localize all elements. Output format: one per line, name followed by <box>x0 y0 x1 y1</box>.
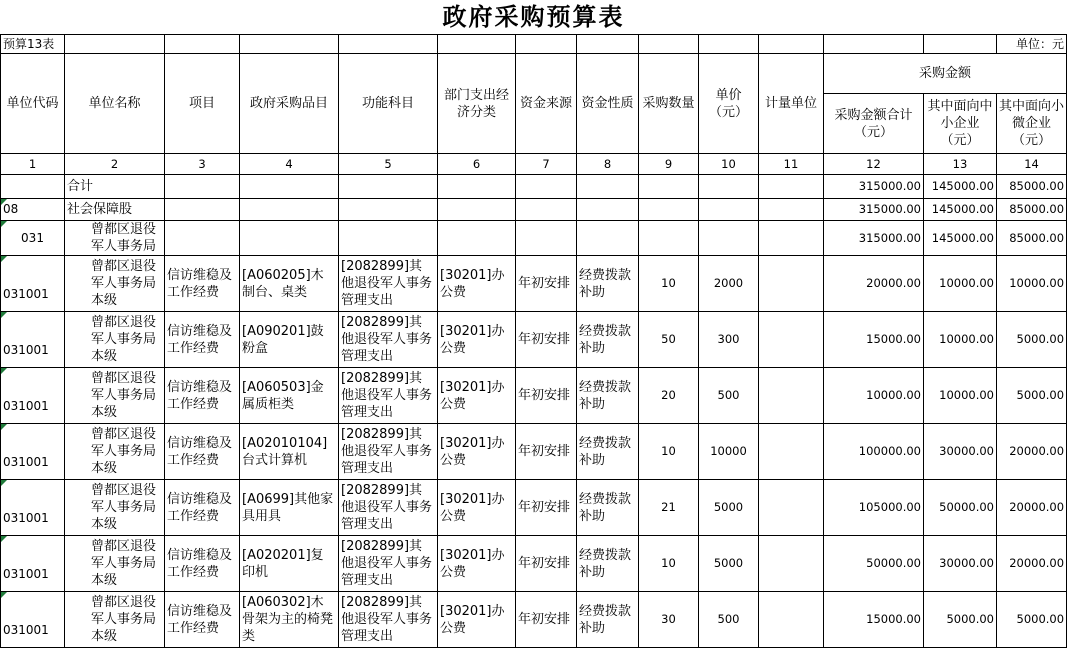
quantity-cell: 30 <box>639 592 699 648</box>
empty-cell <box>577 221 639 256</box>
empty-cell <box>165 199 240 221</box>
empty-cell <box>339 221 438 256</box>
fund-nature-cell: 经费拨款补助 <box>577 480 639 536</box>
amount-micro-cell: 85000.00 <box>997 199 1067 221</box>
amount-total-cell: 315000.00 <box>824 175 924 199</box>
item-cell: [A090201]鼓粉盒 <box>240 312 339 368</box>
unit-name-cell: 曾都区退役军人事务局 <box>65 221 165 256</box>
economic-class-cell: [30201]办公费 <box>438 536 516 592</box>
empty-cell <box>639 199 699 221</box>
unit-name-cell: 社会保障股 <box>65 199 165 221</box>
header-measure-unit: 计量单位 <box>759 54 824 154</box>
empty-cell <box>577 175 639 199</box>
table-row <box>1 368 1067 424</box>
unit-price-cell: 5000 <box>699 536 759 592</box>
measure-unit-cell <box>759 312 824 368</box>
unit-price-cell: 500 <box>699 592 759 648</box>
function-subject-cell: [2082899]其他退役军人事务管理支出 <box>339 536 438 592</box>
amount-sme-cell: 30000.00 <box>924 424 997 480</box>
fund-nature-cell: 经费拨款补助 <box>577 536 639 592</box>
unit-price-cell: 2000 <box>699 256 759 312</box>
economic-class-cell: [30201]办公费 <box>438 592 516 648</box>
table-row <box>1 592 1067 648</box>
unit-name-cell: 合计 <box>65 175 165 199</box>
unit-code-cell: 031001 <box>1 312 65 368</box>
economic-class-cell: [30201]办公费 <box>438 312 516 368</box>
header-item: 政府采购品目 <box>240 54 339 154</box>
sheet-id: 预算13表 <box>1 35 65 54</box>
fund-nature-cell: 经费拨款补助 <box>577 592 639 648</box>
amount-total-cell: 105000.00 <box>824 480 924 536</box>
amount-sme-cell: 145000.00 <box>924 199 997 221</box>
fund-source-cell: 年初安排 <box>516 424 577 480</box>
empty-cell <box>577 199 639 221</box>
unit-price-cell: 500 <box>699 368 759 424</box>
project-cell: 信访维稳及工作经费 <box>165 480 240 536</box>
item-cell: [A0699]其他家具用具 <box>240 480 339 536</box>
quantity-cell: 10 <box>639 256 699 312</box>
unit-price-cell: 300 <box>699 312 759 368</box>
economic-class-cell: [30201]办公费 <box>438 256 516 312</box>
amount-sme-cell: 30000.00 <box>924 536 997 592</box>
project-cell: 信访维稳及工作经费 <box>165 424 240 480</box>
measure-unit-cell <box>759 256 824 312</box>
empty-cell <box>165 175 240 199</box>
header-amount-sme: 其中面向中小企业（元） <box>924 94 997 154</box>
amount-sme-cell: 5000.00 <box>924 592 997 648</box>
header-unit-price: 单价（元） <box>699 54 759 154</box>
project-cell: 信访维稳及工作经费 <box>165 312 240 368</box>
summary-row <box>1 199 1067 221</box>
unit-name-cell: 曾都区退役军人事务局本级 <box>65 536 165 592</box>
amount-total-cell: 10000.00 <box>824 368 924 424</box>
amount-micro-cell: 85000.00 <box>997 221 1067 256</box>
amount-sme-cell: 10000.00 <box>924 312 997 368</box>
column-number: 7 <box>516 154 577 175</box>
amount-sme-cell: 50000.00 <box>924 480 997 536</box>
empty-cell <box>339 175 438 199</box>
header-quantity: 采购数量 <box>639 54 699 154</box>
economic-class-cell: [30201]办公费 <box>438 480 516 536</box>
amount-micro-cell: 20000.00 <box>997 424 1067 480</box>
item-cell: [A060302]木骨架为主的椅凳类 <box>240 592 339 648</box>
header-amount-total: 采购金额合计（元） <box>824 94 924 154</box>
amount-micro-cell: 5000.00 <box>997 368 1067 424</box>
unit-code-cell: 031001 <box>1 480 65 536</box>
project-cell: 信访维稳及工作经费 <box>165 592 240 648</box>
column-number: 9 <box>639 154 699 175</box>
unit-code-cell: 031001 <box>1 536 65 592</box>
amount-sme-cell: 145000.00 <box>924 175 997 199</box>
unit-name-cell: 曾都区退役军人事务局本级 <box>65 424 165 480</box>
fund-source-cell: 年初安排 <box>516 256 577 312</box>
unit-code-cell: 031 <box>1 221 65 256</box>
quantity-cell: 10 <box>639 424 699 480</box>
empty-cell <box>339 199 438 221</box>
empty-cell <box>699 175 759 199</box>
column-number: 2 <box>65 154 165 175</box>
measure-unit-cell <box>759 536 824 592</box>
amount-total-cell: 315000.00 <box>824 221 924 256</box>
amount-micro-cell: 20000.00 <box>997 480 1067 536</box>
header-project: 项目 <box>165 54 240 154</box>
column-number: 6 <box>438 154 516 175</box>
project-cell: 信访维稳及工作经费 <box>165 256 240 312</box>
function-subject-cell: [2082899]其他退役军人事务管理支出 <box>339 424 438 480</box>
empty-cell <box>759 199 824 221</box>
unit-price-cell: 5000 <box>699 480 759 536</box>
header-unit-name: 单位名称 <box>65 54 165 154</box>
economic-class-cell: [30201]办公费 <box>438 424 516 480</box>
empty-cell <box>516 199 577 221</box>
column-number: 3 <box>165 154 240 175</box>
unit-code-cell: 031001 <box>1 368 65 424</box>
page-title: 政府采购预算表 <box>1 0 1067 35</box>
amount-total-cell: 50000.00 <box>824 536 924 592</box>
column-number: 1 <box>1 154 65 175</box>
unit-code-cell <box>1 175 65 199</box>
fund-source-cell: 年初安排 <box>516 480 577 536</box>
summary-row <box>1 221 1067 256</box>
empty-cell <box>240 199 339 221</box>
fund-source-cell: 年初安排 <box>516 312 577 368</box>
amount-micro-cell: 85000.00 <box>997 175 1067 199</box>
amount-total-cell: 20000.00 <box>824 256 924 312</box>
empty-cell <box>165 221 240 256</box>
empty-cell <box>240 221 339 256</box>
amount-total-cell: 315000.00 <box>824 199 924 221</box>
amount-sme-cell: 145000.00 <box>924 221 997 256</box>
amount-micro-cell: 5000.00 <box>997 312 1067 368</box>
column-number: 12 <box>824 154 924 175</box>
header-unit-code: 单位代码 <box>1 54 65 154</box>
fund-nature-cell: 经费拨款补助 <box>577 368 639 424</box>
header-function-subject: 功能科目 <box>339 54 438 154</box>
table-row <box>1 312 1067 368</box>
fund-nature-cell: 经费拨款补助 <box>577 312 639 368</box>
header-amount-micro: 其中面向小微企业（元） <box>997 94 1067 154</box>
column-number: 13 <box>924 154 997 175</box>
unit-code-cell: 08 <box>1 199 65 221</box>
quantity-cell: 10 <box>639 536 699 592</box>
empty-cell <box>759 175 824 199</box>
measure-unit-cell <box>759 480 824 536</box>
column-number: 14 <box>997 154 1067 175</box>
unit-name-cell: 曾都区退役军人事务局本级 <box>65 480 165 536</box>
unit-name-cell: 曾都区退役军人事务局本级 <box>65 368 165 424</box>
amount-sme-cell: 10000.00 <box>924 368 997 424</box>
amount-total-cell: 100000.00 <box>824 424 924 480</box>
column-number: 5 <box>339 154 438 175</box>
item-cell: [A060503]金属质柜类 <box>240 368 339 424</box>
unit-name-cell: 曾都区退役军人事务局本级 <box>65 312 165 368</box>
fund-source-cell: 年初安排 <box>516 592 577 648</box>
function-subject-cell: [2082899]其他退役军人事务管理支出 <box>339 256 438 312</box>
unit-name-cell: 曾都区退役军人事务局本级 <box>65 256 165 312</box>
measure-unit-cell <box>759 592 824 648</box>
table-row <box>1 256 1067 312</box>
fund-source-cell: 年初安排 <box>516 536 577 592</box>
empty-cell <box>516 175 577 199</box>
empty-cell <box>438 199 516 221</box>
unit-code-cell: 031001 <box>1 256 65 312</box>
column-number: 11 <box>759 154 824 175</box>
fund-nature-cell: 经费拨款补助 <box>577 256 639 312</box>
unit-name-cell: 曾都区退役军人事务局本级 <box>65 592 165 648</box>
table-row <box>1 480 1067 536</box>
column-number: 8 <box>577 154 639 175</box>
project-cell: 信访维稳及工作经费 <box>165 368 240 424</box>
function-subject-cell: [2082899]其他退役军人事务管理支出 <box>339 368 438 424</box>
table-row <box>1 424 1067 480</box>
quantity-cell: 50 <box>639 312 699 368</box>
item-cell: [A02010104]台式计算机 <box>240 424 339 480</box>
empty-cell <box>699 221 759 256</box>
empty-cell <box>516 221 577 256</box>
empty-cell <box>639 175 699 199</box>
empty-cell <box>438 175 516 199</box>
fund-nature-cell: 经费拨款补助 <box>577 424 639 480</box>
empty-cell <box>438 221 516 256</box>
function-subject-cell: [2082899]其他退役军人事务管理支出 <box>339 312 438 368</box>
item-cell: [A060205]木制台、桌类 <box>240 256 339 312</box>
empty-cell <box>639 221 699 256</box>
function-subject-cell: [2082899]其他退役军人事务管理支出 <box>339 480 438 536</box>
header-amount-group: 采购金额 <box>824 54 1067 94</box>
unit-code-cell: 031001 <box>1 592 65 648</box>
item-cell: [A020201]复印机 <box>240 536 339 592</box>
amount-sme-cell: 10000.00 <box>924 256 997 312</box>
amount-total-cell: 15000.00 <box>824 592 924 648</box>
header-fund-nature: 资金性质 <box>577 54 639 154</box>
quantity-cell: 21 <box>639 480 699 536</box>
amount-micro-cell: 5000.00 <box>997 592 1067 648</box>
column-number: 10 <box>699 154 759 175</box>
column-number: 4 <box>240 154 339 175</box>
function-subject-cell: [2082899]其他退役军人事务管理支出 <box>339 592 438 648</box>
unit-label: 单位：元 <box>997 35 1067 54</box>
fund-source-cell: 年初安排 <box>516 368 577 424</box>
project-cell: 信访维稳及工作经费 <box>165 536 240 592</box>
amount-micro-cell: 10000.00 <box>997 256 1067 312</box>
summary-row <box>1 175 1067 199</box>
header-fund-source: 资金来源 <box>516 54 577 154</box>
unit-price-cell: 10000 <box>699 424 759 480</box>
quantity-cell: 20 <box>639 368 699 424</box>
unit-code-cell: 031001 <box>1 424 65 480</box>
table-row <box>1 536 1067 592</box>
header-economic-class: 部门支出经济分类 <box>438 54 516 154</box>
empty-cell <box>699 199 759 221</box>
measure-unit-cell <box>759 424 824 480</box>
economic-class-cell: [30201]办公费 <box>438 368 516 424</box>
empty-cell <box>759 221 824 256</box>
amount-total-cell: 15000.00 <box>824 312 924 368</box>
amount-micro-cell: 20000.00 <box>997 536 1067 592</box>
measure-unit-cell <box>759 368 824 424</box>
empty-cell <box>240 175 339 199</box>
